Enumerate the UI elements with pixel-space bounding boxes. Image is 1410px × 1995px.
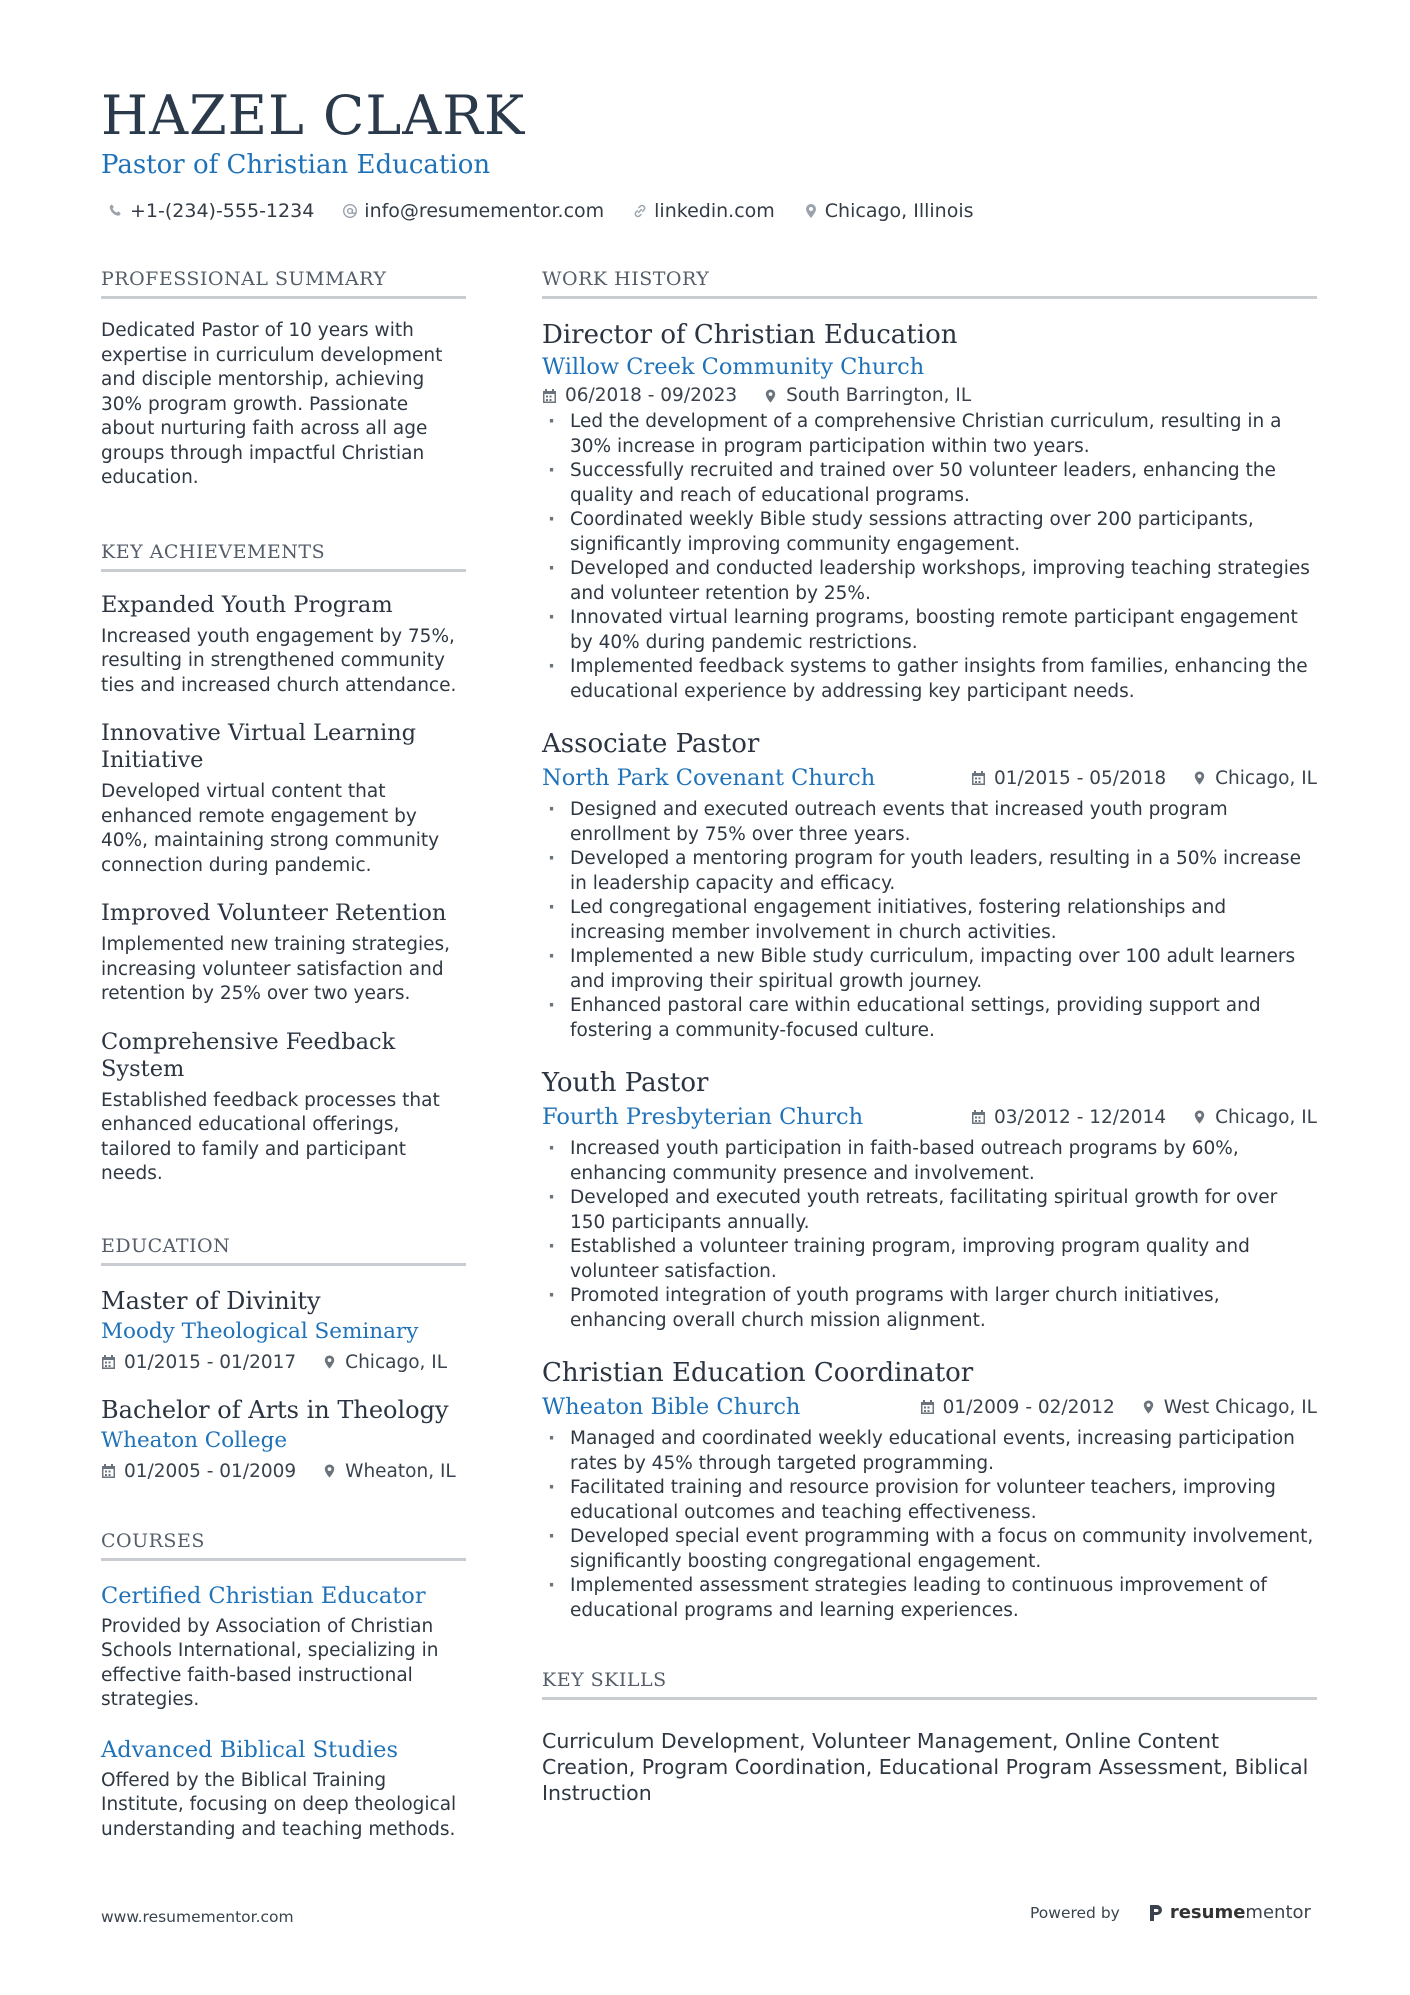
footer-powered-by [1030,1902,1311,1923]
education-item [101,1286,466,1373]
job-meta [971,1107,1317,1128]
candidate-title: Pastor of Christian Education [101,150,491,180]
skills-text: Curriculum Development, Volunteer Management, Online Content Creation, Program Coordination, Educational Program Assessment, Biblical Instruction [542,1729,1309,1805]
education-dates: 01/2015 - 01/2017 [124,1351,297,1373]
location-pin-icon [763,388,778,404]
education-degree: Master of Divinity [101,1286,321,1315]
job-bullet: · Developed special event programming with a focus on community involvement, significantly boosting congregational engagement. [542,1525,1317,1574]
job-location: Chicago, IL [1215,767,1317,789]
location-pin-icon [803,203,819,219]
job-company: Fourth Presbyterian Church [542,1104,864,1130]
contact-phone[interactable] [108,200,314,222]
achievement-text: Established feedback processes that enhanced educational offerings, tailored to family and participant needs. [101,1089,440,1184]
job-bullet: · Implemented assessment strategies leading to continuous improvement of educational programs and learning experiences. [542,1574,1317,1623]
job-entry [542,1067,1317,1333]
job-bullet: · Led congregational engagement initiatives, fostering relationships and increasing member involvement in church activities. [542,896,1317,945]
job-bullet: · Increased youth participation in faith-based outreach programs by 60%, enhancing community presence and involvement. [542,1137,1317,1186]
achievement-text: Developed virtual content that enhanced remote engagement by 40%, maintaining strong community connection during pandemic. [101,781,440,876]
job-location: Chicago, IL [1215,1106,1317,1128]
job-bullets [542,1137,1317,1333]
job-bullet: · Led the development of a comprehensive Christian curriculum, resulting in a 30% increase in program participation within two years. [542,410,1317,459]
job-meta [542,385,1317,406]
calendar-icon [920,1399,935,1415]
job-bullet: · Developed and executed youth retreats, facilitating spiritual growth for over 150 participants annually. [542,1186,1317,1235]
location-pin-icon [322,1354,337,1370]
phone-icon [108,203,124,219]
contact-linkedin-text: linkedin.com [654,200,775,222]
job-bullet: · Enhanced pastoral care within educational settings, providing support and fostering a community-focused culture. [542,994,1317,1043]
brand-name-bold: resume [1169,1902,1246,1923]
contact-linkedin[interactable] [632,200,775,222]
course-text: Provided by Association of Christian Schools International, specializing in effective faith-based instructional strategies. [101,1615,439,1710]
link-icon [632,203,648,219]
job-meta [971,768,1317,789]
contact-email[interactable] [342,200,604,222]
achievement-title: Comprehensive Feedback System [101,1028,396,1082]
calendar-icon [101,1463,116,1479]
course-title: Advanced Biblical Studies [101,1736,399,1763]
course-item [101,1581,466,1713]
work-heading: WORK HISTORY [542,268,1317,299]
brand-name-rest: mentor [1245,1902,1311,1923]
job-bullet: · Developed a mentoring program for youth leaders, resulting in a 50% increase in leadership capacity and efficacy. [542,847,1317,896]
achievement-item [101,592,466,699]
courses-heading: COURSES [101,1530,466,1561]
education-meta [101,1352,466,1373]
job-bullet: · Designed and executed outreach events that increased youth program enrollment by 75% over three years. [542,798,1317,847]
achievement-title: Improved Volunteer Retention [101,900,447,926]
job-company: Wheaton Bible Church [542,1394,801,1420]
job-company: Willow Creek Community Church [542,354,925,380]
location-pin-icon [1141,1399,1156,1415]
job-location: South Barrington, IL [786,385,972,406]
job-bullet: · Implemented a new Bible study curriculum, impacting over 100 adult learners and improving their spiritual growth journey. [542,945,1317,994]
achievement-item [101,1029,466,1187]
job-bullet: · Innovated virtual learning programs, boosting remote participant engagement by 40% during pandemic restrictions. [542,606,1317,655]
education-location: Chicago, IL [345,1351,448,1373]
at-icon [342,203,358,219]
education-school: Moody Theological Seminary [101,1318,419,1344]
right-column [542,268,1317,1806]
resumementor-logo-icon [1148,1903,1164,1923]
job-title: Director of Christian Education [542,320,958,350]
left-column [101,268,466,1864]
course-text: Offered by the Biblical Training Institute, focusing on deep theological understanding and teaching methods. [101,1769,457,1840]
job-bullet: · Managed and coordinated weekly educational events, increasing participation rates by 45% through targeted programming. [542,1427,1317,1476]
course-title: Certified Christian Educator [101,1582,426,1609]
achievement-text: Increased youth engagement by 75%, resulting in strengthened community ties and increased church attendance. [101,625,457,696]
job-bullets [542,1427,1317,1623]
achievement-item [101,900,466,1007]
education-degree: Bachelor of Arts in Theology [101,1395,449,1424]
job-bullets [542,798,1317,1043]
achievement-text: Implemented new training strategies, increasing volunteer satisfaction and retention by 25% over two years. [101,934,451,1004]
job-title: Youth Pastor [542,1068,709,1098]
job-bullet: · Implemented feedback systems to gather insights from families, enhancing the educational experience by addressing key participant needs. [542,655,1317,704]
calendar-icon [101,1354,116,1370]
achievement-item [101,720,466,878]
footer-website[interactable]: www.resumementor.com [101,1908,294,1926]
job-dates: 06/2018 - 09/2023 [565,385,738,406]
education-item [101,1395,466,1482]
location-pin-icon [1192,1109,1207,1125]
education-location: Wheaton, IL [345,1460,456,1482]
calendar-icon [971,1109,986,1125]
contact-email-text: info@resumementor.com [364,200,605,222]
education-meta [101,1461,466,1482]
job-meta [920,1397,1317,1418]
job-bullet: · Facilitated training and resource provision for volunteer teachers, improving educational outcomes and teaching effectiveness. [542,1476,1317,1525]
contact-phone-text: +1-(234)-555-1234 [130,200,315,222]
job-bullet: · Coordinated weekly Bible study sessions attracting over 200 participants, significantly improving community engagement. [542,508,1317,557]
candidate-name: HAZEL CLARK [101,84,526,147]
brand-logo[interactable] [1148,1902,1311,1923]
job-entry [542,319,1317,704]
job-bullet: · Developed and conducted leadership workshops, improving teaching strategies and volunteer retention by 25%. [542,557,1317,606]
job-bullet: · Successfully recruited and trained over 50 volunteer leaders, enhancing the quality and reach of educational programs. [542,459,1317,508]
job-entry [542,1357,1317,1623]
calendar-icon [971,770,986,786]
skills-heading: KEY SKILLS [542,1669,1317,1700]
course-item [101,1735,466,1843]
contact-bar [108,200,974,222]
achievements-heading: KEY ACHIEVEMENTS [101,541,466,572]
location-pin-icon [322,1463,337,1479]
location-pin-icon [1192,770,1207,786]
job-dates: 03/2012 - 12/2014 [993,1106,1167,1128]
job-location: West Chicago, IL [1163,1396,1317,1418]
job-title: Christian Education Coordinator [542,1358,974,1388]
summary-heading: PROFESSIONAL SUMMARY [101,268,466,299]
education-dates: 01/2005 - 01/2009 [124,1460,297,1482]
job-company: North Park Covenant Church [542,765,876,791]
education-school: Wheaton College [101,1427,288,1453]
job-bullets [542,410,1317,704]
education-heading: EDUCATION [101,1235,466,1266]
achievement-title: Expanded Youth Program [101,591,393,618]
job-bullet: · Established a volunteer training program, improving program quality and volunteer satisfaction. [542,1235,1317,1284]
contact-location-text: Chicago, Illinois [824,200,974,222]
calendar-icon [542,388,557,404]
job-dates: 01/2009 - 02/2012 [942,1396,1115,1418]
powered-by-label: Powered by [1030,1903,1120,1922]
summary-text: Dedicated Pastor of 10 years with expertise in curriculum development and disciple mentorship, achieving 30% program growth. Passionate about nurturing faith across all age groups through impactful Christian education. [101,320,443,488]
job-title: Associate Pastor [542,729,760,759]
job-bullet: · Promoted integration of youth programs with larger church initiatives, enhancing overall church mission alignment. [542,1284,1317,1333]
contact-location [803,200,974,222]
achievement-title: Innovative Virtual Learning Initiative [101,720,417,773]
job-dates: 01/2015 - 05/2018 [993,767,1167,789]
job-entry [542,728,1317,1043]
